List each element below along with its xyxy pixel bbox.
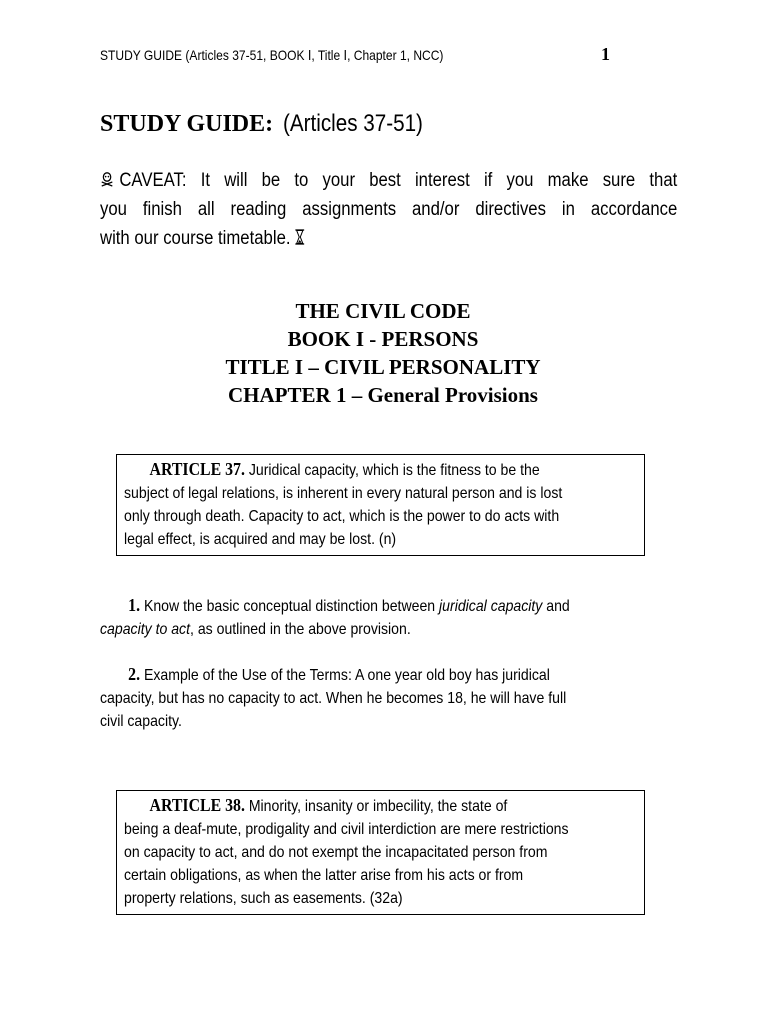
code-heading-line-1: THE CIVIL CODE — [295, 299, 471, 323]
article-38-line-5: property relations, such as easements. (32a) — [124, 890, 403, 907]
running-header — [100, 47, 499, 64]
page-title-range: (Articles 37-51) — [283, 110, 424, 137]
note-1-line-2 — [100, 618, 411, 641]
note-1-number: 1. — [128, 595, 141, 615]
note-1-term-capacity: capacity to act — [100, 621, 191, 638]
article-38-line-1 — [124, 794, 507, 818]
note-1 — [100, 594, 666, 641]
note-2-text-1: Example of the Use of the Terms: A one year old boy has juridical — [143, 667, 550, 684]
article-37-label: ARTICLE 37. — [149, 459, 245, 479]
article-38-label: ARTICLE 38. — [149, 795, 245, 815]
skull-crossbones-icon — [100, 171, 114, 187]
article-37-line-4: legal effect, is acquired and may be lost. (n) — [124, 531, 397, 548]
article-38-line-3: on capacity to act, and do not exempt the incapacitated person from — [124, 844, 548, 861]
page-title-main: STUDY GUIDE: — [100, 111, 274, 137]
running-header-text: STUDY GUIDE (Articles 37-51, BOOK Ⅰ, Title Ⅰ, Chapter 1, NCC) — [100, 47, 444, 63]
caveat-line-3 — [100, 224, 305, 253]
article-37-box — [116, 454, 645, 556]
article-37-line-2: subject of legal relations, is inherent in every natural person and is lost — [124, 485, 563, 502]
code-heading-line-3: TITLE I – CIVIL PERSONALITY — [225, 355, 541, 379]
article-38-text-1: Minority, insanity or imbecility, the state of — [248, 798, 508, 815]
caveat-line-2: you finish all reading assignments and/or directives in accordance — [100, 199, 678, 220]
code-heading-line-4: CHAPTER 1 – General Provisions — [228, 383, 538, 407]
caveat-block — [100, 166, 678, 253]
note-2-line-1 — [100, 663, 550, 687]
caveat-text-1: It will be to your best interest if you make sure that — [200, 170, 678, 191]
note-2 — [100, 663, 666, 733]
code-heading-line-2: BOOK I - PERSONS — [287, 327, 479, 351]
article-37-line-3: only through death. Capacity to act, which is the power to do acts with — [124, 508, 560, 525]
article-37-line-1 — [124, 458, 540, 482]
article-38-line-2: being a deaf-mute, prodigality and civil interdiction are mere restrictions — [124, 821, 569, 838]
note-1-post: , as outlined in the above provision. — [190, 621, 411, 638]
article-37-text-1: Juridical capacity, which is the fitness to be the — [248, 462, 540, 479]
caveat-text-3: with our course timetable. — [100, 228, 291, 249]
note-2-number: 2. — [128, 664, 141, 684]
page-title — [100, 110, 446, 138]
note-1-line-1 — [100, 594, 570, 618]
article-38-line-4: certain obligations, as when the latter arise from his acts or from — [124, 867, 524, 884]
note-2-line-2: capacity, but has no capacity to act. When he becomes 18, he will have full — [100, 690, 567, 707]
article-38-box — [116, 790, 645, 915]
page-number: 1 — [601, 44, 610, 64]
note-1-mid: and — [546, 598, 570, 615]
caveat-line-1 — [100, 166, 677, 195]
caveat-label: CAVEAT: — [119, 170, 187, 191]
note-2-line-3: civil capacity. — [100, 713, 182, 730]
note-1-pre: Know the basic conceptual distinction between — [143, 598, 436, 615]
code-heading — [100, 297, 666, 409]
hourglass-icon — [294, 229, 305, 245]
note-1-term-juridical: juridical capacity — [439, 598, 543, 615]
